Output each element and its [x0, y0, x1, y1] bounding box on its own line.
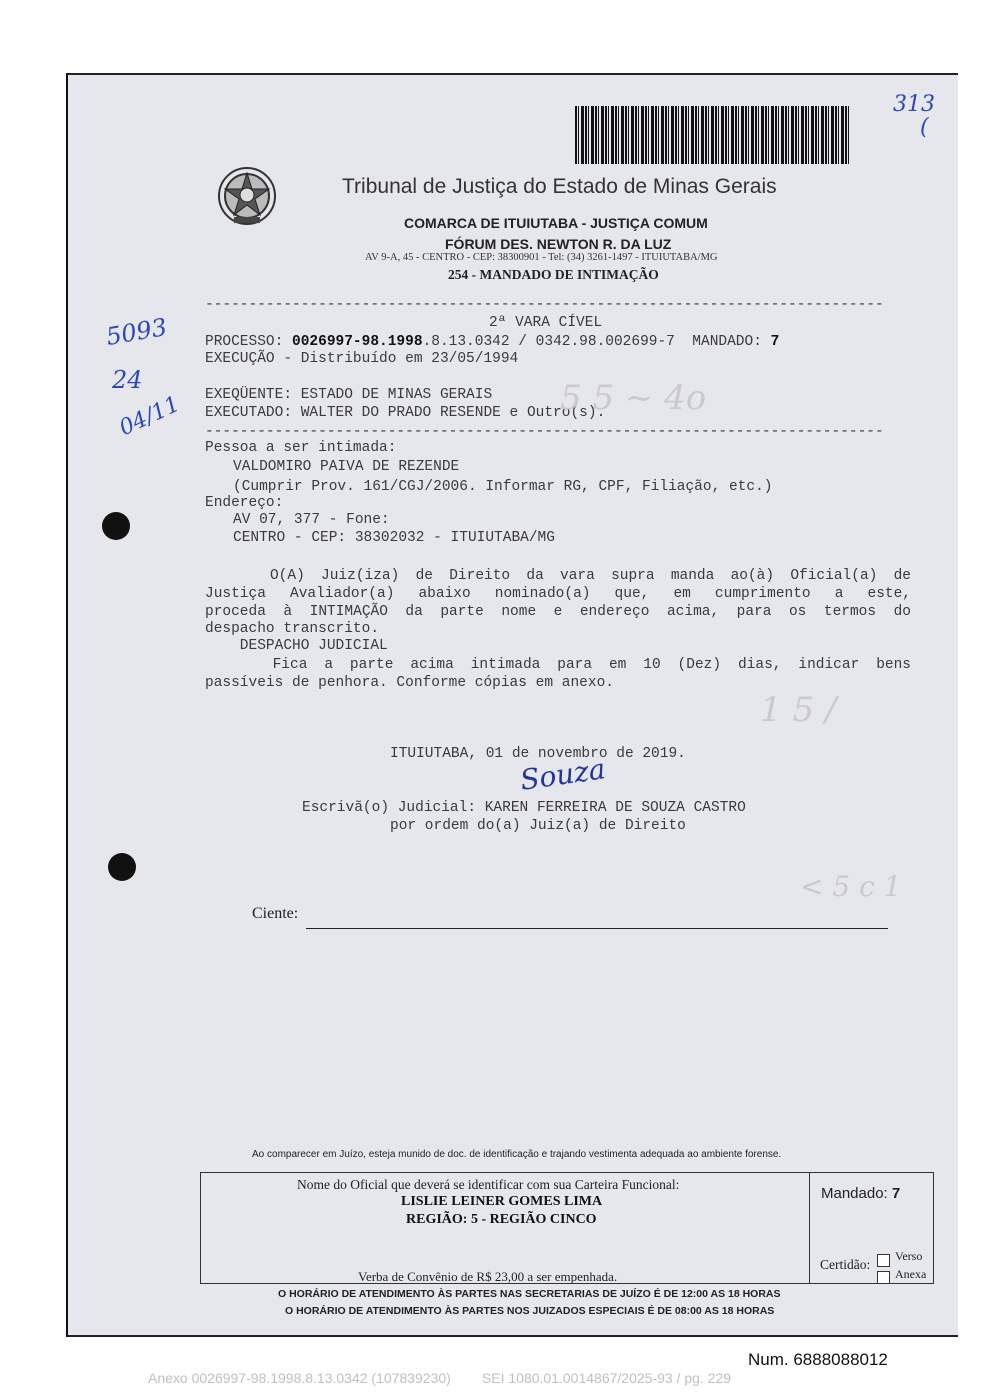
horario-juizados: O HORÁRIO DE ATENDIMENTO ÀS PARTES NOS JUIZADOS ESPECIAIS É DE 08:00 AS 18 HORAS	[285, 1305, 775, 1317]
forum-line: FÓRUM DES. NEWTON R. DA LUZ	[445, 236, 672, 252]
oficial-name: LISLIE LEINER GOMES LIMA	[401, 1194, 603, 1209]
handwritten-signature: Souza	[518, 752, 608, 797]
oficial-regiao: REGIÃO: 5 - REGIÃO CINCO	[406, 1212, 597, 1227]
order-paragraph-line-1: O(A) Juiz(iza) de Direito da vara supra manda ao(à) Oficial(a) de	[205, 568, 911, 584]
processo-label: PROCESSO:	[205, 334, 293, 350]
barcode	[575, 106, 849, 164]
ciente-label: Ciente:	[252, 905, 299, 922]
court-title: Tribunal de Justiça do Estado de Minas Gerais	[342, 175, 777, 198]
margin-note-1: 5093	[104, 312, 170, 352]
address-label: Endereço:	[205, 495, 284, 511]
separator-top: ------------------------------------------------------------------------------	[205, 297, 884, 313]
mandado-box-value: 7	[891, 1185, 901, 1202]
oficial-box	[200, 1172, 934, 1284]
certidao-label: Certidão:	[820, 1257, 871, 1272]
address-line-2: CENTRO - CEP: 38302032 - ITUIUTABA/MG	[233, 530, 555, 546]
handwritten-mark: (	[920, 115, 929, 140]
order-paragraph-line-3: proceda à INTIMAÇÃO da parte nome e endereço acima, para os termos do	[205, 604, 911, 620]
bleed-through-mark: < 5 c 1	[800, 870, 902, 903]
binding-hole-bottom	[108, 853, 136, 881]
order-paragraph-line-4: despacho transcrito.	[205, 621, 380, 637]
checkbox-anexa-label: Anexa	[895, 1267, 927, 1281]
despacho-line-1: Fica a parte acima intimada para em 10 (Dez) dias, indicar bens	[205, 657, 911, 673]
coat-of-arms-icon	[216, 165, 278, 227]
oficial-label: Nome do Oficial que deverá se identificar com sua Carteira Funcional:	[297, 1177, 680, 1192]
despacho-line-2: passíveis de penhora. Conforme cópias em anexo.	[205, 675, 614, 691]
attire-notice: Ao comparecer em Juízo, esteja munido de doc. de identificação e trajando vestimenta adequada ao ambiente forense.	[252, 1149, 782, 1160]
despacho-title: DESPACHO JUDICIAL	[205, 638, 388, 654]
verba-line: Verba de Convênio de R$ 23,00 a ser empenhada.	[358, 1269, 618, 1284]
document-title: 254 - MANDADO DE INTIMAÇÃO	[448, 267, 659, 282]
separator-bottom: ------------------------------------------------------------------------------	[205, 424, 884, 440]
checkbox-verso-box[interactable]	[877, 1254, 890, 1267]
processo-rest: .8.13.0342 / 0342.98.002699-7 MANDADO:	[422, 334, 771, 350]
mandado-number: 7	[770, 334, 780, 350]
comarca-line: COMARCA DE ITUIUTABA - JUSTIÇA COMUM	[404, 215, 708, 231]
person-label: Pessoa a ser intimada:	[205, 440, 397, 456]
margin-note-2: 24	[112, 366, 143, 394]
address-line-1: AV 07, 377 - Fone:	[233, 512, 390, 528]
court-address: AV 9-A, 45 - CENTRO - CEP: 38300901 - Tel: (34) 3261-1497 - ITUIUTABA/MG	[365, 252, 718, 263]
order-paragraph-line-2: Justiça Avaliador(a) abaixo nominado(a) que, em cumprimento a este,	[205, 586, 911, 602]
handwritten-page-number: 313	[893, 92, 935, 117]
por-ordem-line: por ordem do(a) Juiz(a) de Direito	[390, 818, 686, 834]
annex-footer: Anexo 0026997-98.1998.8.13.0342 (107839230) SEI 1080.01.0014867/2025-93 / pg. 229	[148, 1370, 732, 1386]
mandado-box-label: Mandado: 7	[821, 1185, 901, 1202]
bleed-through-mark: 5 5 ~ 4o	[560, 378, 707, 418]
horario-secretarias: O HORÁRIO DE ATENDIMENTO ÀS PARTES NAS SECRETARIAS DE JUÍZO É DE 12:00 AS 18 HORAS	[278, 1288, 781, 1300]
binding-hole-top	[102, 512, 130, 540]
executado-line: EXECUTADO: WALTER DO PRADO RESENDE e Outro(s).	[205, 405, 606, 421]
box-divider	[809, 1173, 810, 1283]
vara-line: 2ª VARA CÍVEL	[489, 315, 603, 331]
processo-line	[205, 334, 779, 350]
person-name: VALDOMIRO PAIVA DE REZENDE	[233, 459, 460, 475]
document-number: Num. 6888088012	[748, 1350, 888, 1369]
date-line: ITUIUTABA, 01 de novembro de 2019.	[390, 746, 686, 762]
person-note: (Cumprir Prov. 161/CGJ/2006. Informar RG, CPF, Filiação, etc.)	[233, 479, 773, 495]
bleed-through-mark: 1 5 /	[760, 690, 837, 730]
checkbox-verso-label: Verso	[895, 1249, 923, 1263]
ciente-signature-line[interactable]	[306, 928, 888, 929]
checkbox-anexa-box[interactable]	[877, 1271, 890, 1284]
execucao-line: EXECUÇÃO - Distribuído em 23/05/1994	[205, 351, 519, 367]
processo-number: 0026997-98.1998	[292, 334, 423, 350]
checkbox-anexa[interactable]	[877, 1269, 890, 1287]
checkbox-verso[interactable]	[877, 1252, 890, 1270]
exequente-line: EXEQÜENTE: ESTADO DE MINAS GERAIS	[205, 387, 493, 403]
margin-note-3: 04/11	[115, 391, 184, 442]
escriva-line: Escrivã(o) Judicial: KAREN FERREIRA DE SOUZA CASTRO	[302, 800, 746, 816]
